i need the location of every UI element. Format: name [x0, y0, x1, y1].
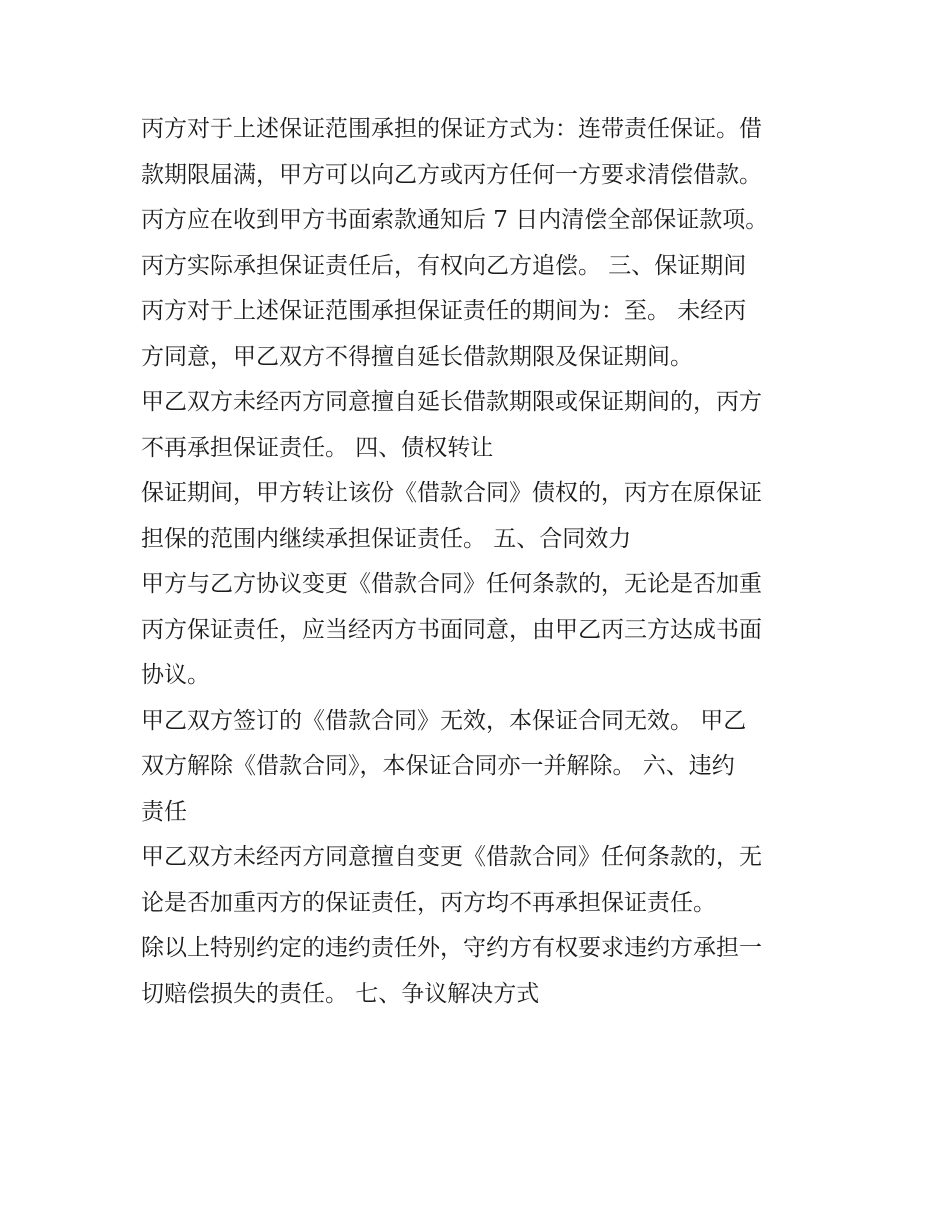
- text-line: 丙方应在收到甲方书面索款通知后 7 日内清偿全部保证款项。: [141, 207, 769, 233]
- text-line: 甲乙双方签订的《借款合同》无效，本保证合同无效。 甲乙: [141, 707, 747, 734]
- text-line: 论是否加重丙方的保证责任，丙方均不再承担保证责任。: [141, 889, 716, 916]
- text-line: 方同意，甲乙双方不得擅自延长借款期限及保证期间。: [141, 343, 693, 370]
- text-line: 丙方对于上述保证范围承担的保证方式为：连带责任保证。借: [141, 116, 762, 142]
- text-line: 双方解除《借款合同》，本保证合同亦一并解除。 六、违约: [141, 753, 735, 779]
- text-line: 保证期间，甲方转让该份《借款合同》债权的，丙方在原保证: [141, 480, 762, 506]
- text-line: 甲乙双方未经丙方同意擅自变更《借款合同》任何条款的，无: [141, 844, 762, 870]
- text-line: 协议。: [141, 662, 210, 688]
- text-line: 丙方对于上述保证范围承担保证责任的期间为：至。 未经丙: [141, 298, 747, 324]
- text-line: 甲方与乙方协议变更《借款合同》任何条款的，无论是否加重: [141, 571, 762, 597]
- text-line: 丙方保证责任，应当经丙方书面同意，由甲乙丙三方达成书面: [141, 616, 762, 643]
- text-line: 丙方实际承担保证责任后，有权向乙方追偿。 三、保证期间: [141, 252, 747, 279]
- text-line: 款期限届满，甲方可以向乙方或丙方任何一方要求清偿借款。: [141, 161, 762, 188]
- text-line: 除以上特别约定的违约责任外，守约方有权要求违约方承担一: [141, 935, 762, 961]
- text-line: 切赔偿损失的责任。 七、争议解决方式: [141, 980, 540, 1007]
- text-line: 甲乙双方未经丙方同意擅自延长借款期限或保证期间的，丙方: [141, 389, 762, 415]
- text-line: 担保的范围内继续承担保证责任。 五、合同效力: [141, 525, 632, 552]
- contract-text-body: [141, 107, 821, 1017]
- text-line: 责任: [141, 798, 187, 825]
- text-line: 不再承担保证责任。 四、债权转让: [141, 434, 494, 461]
